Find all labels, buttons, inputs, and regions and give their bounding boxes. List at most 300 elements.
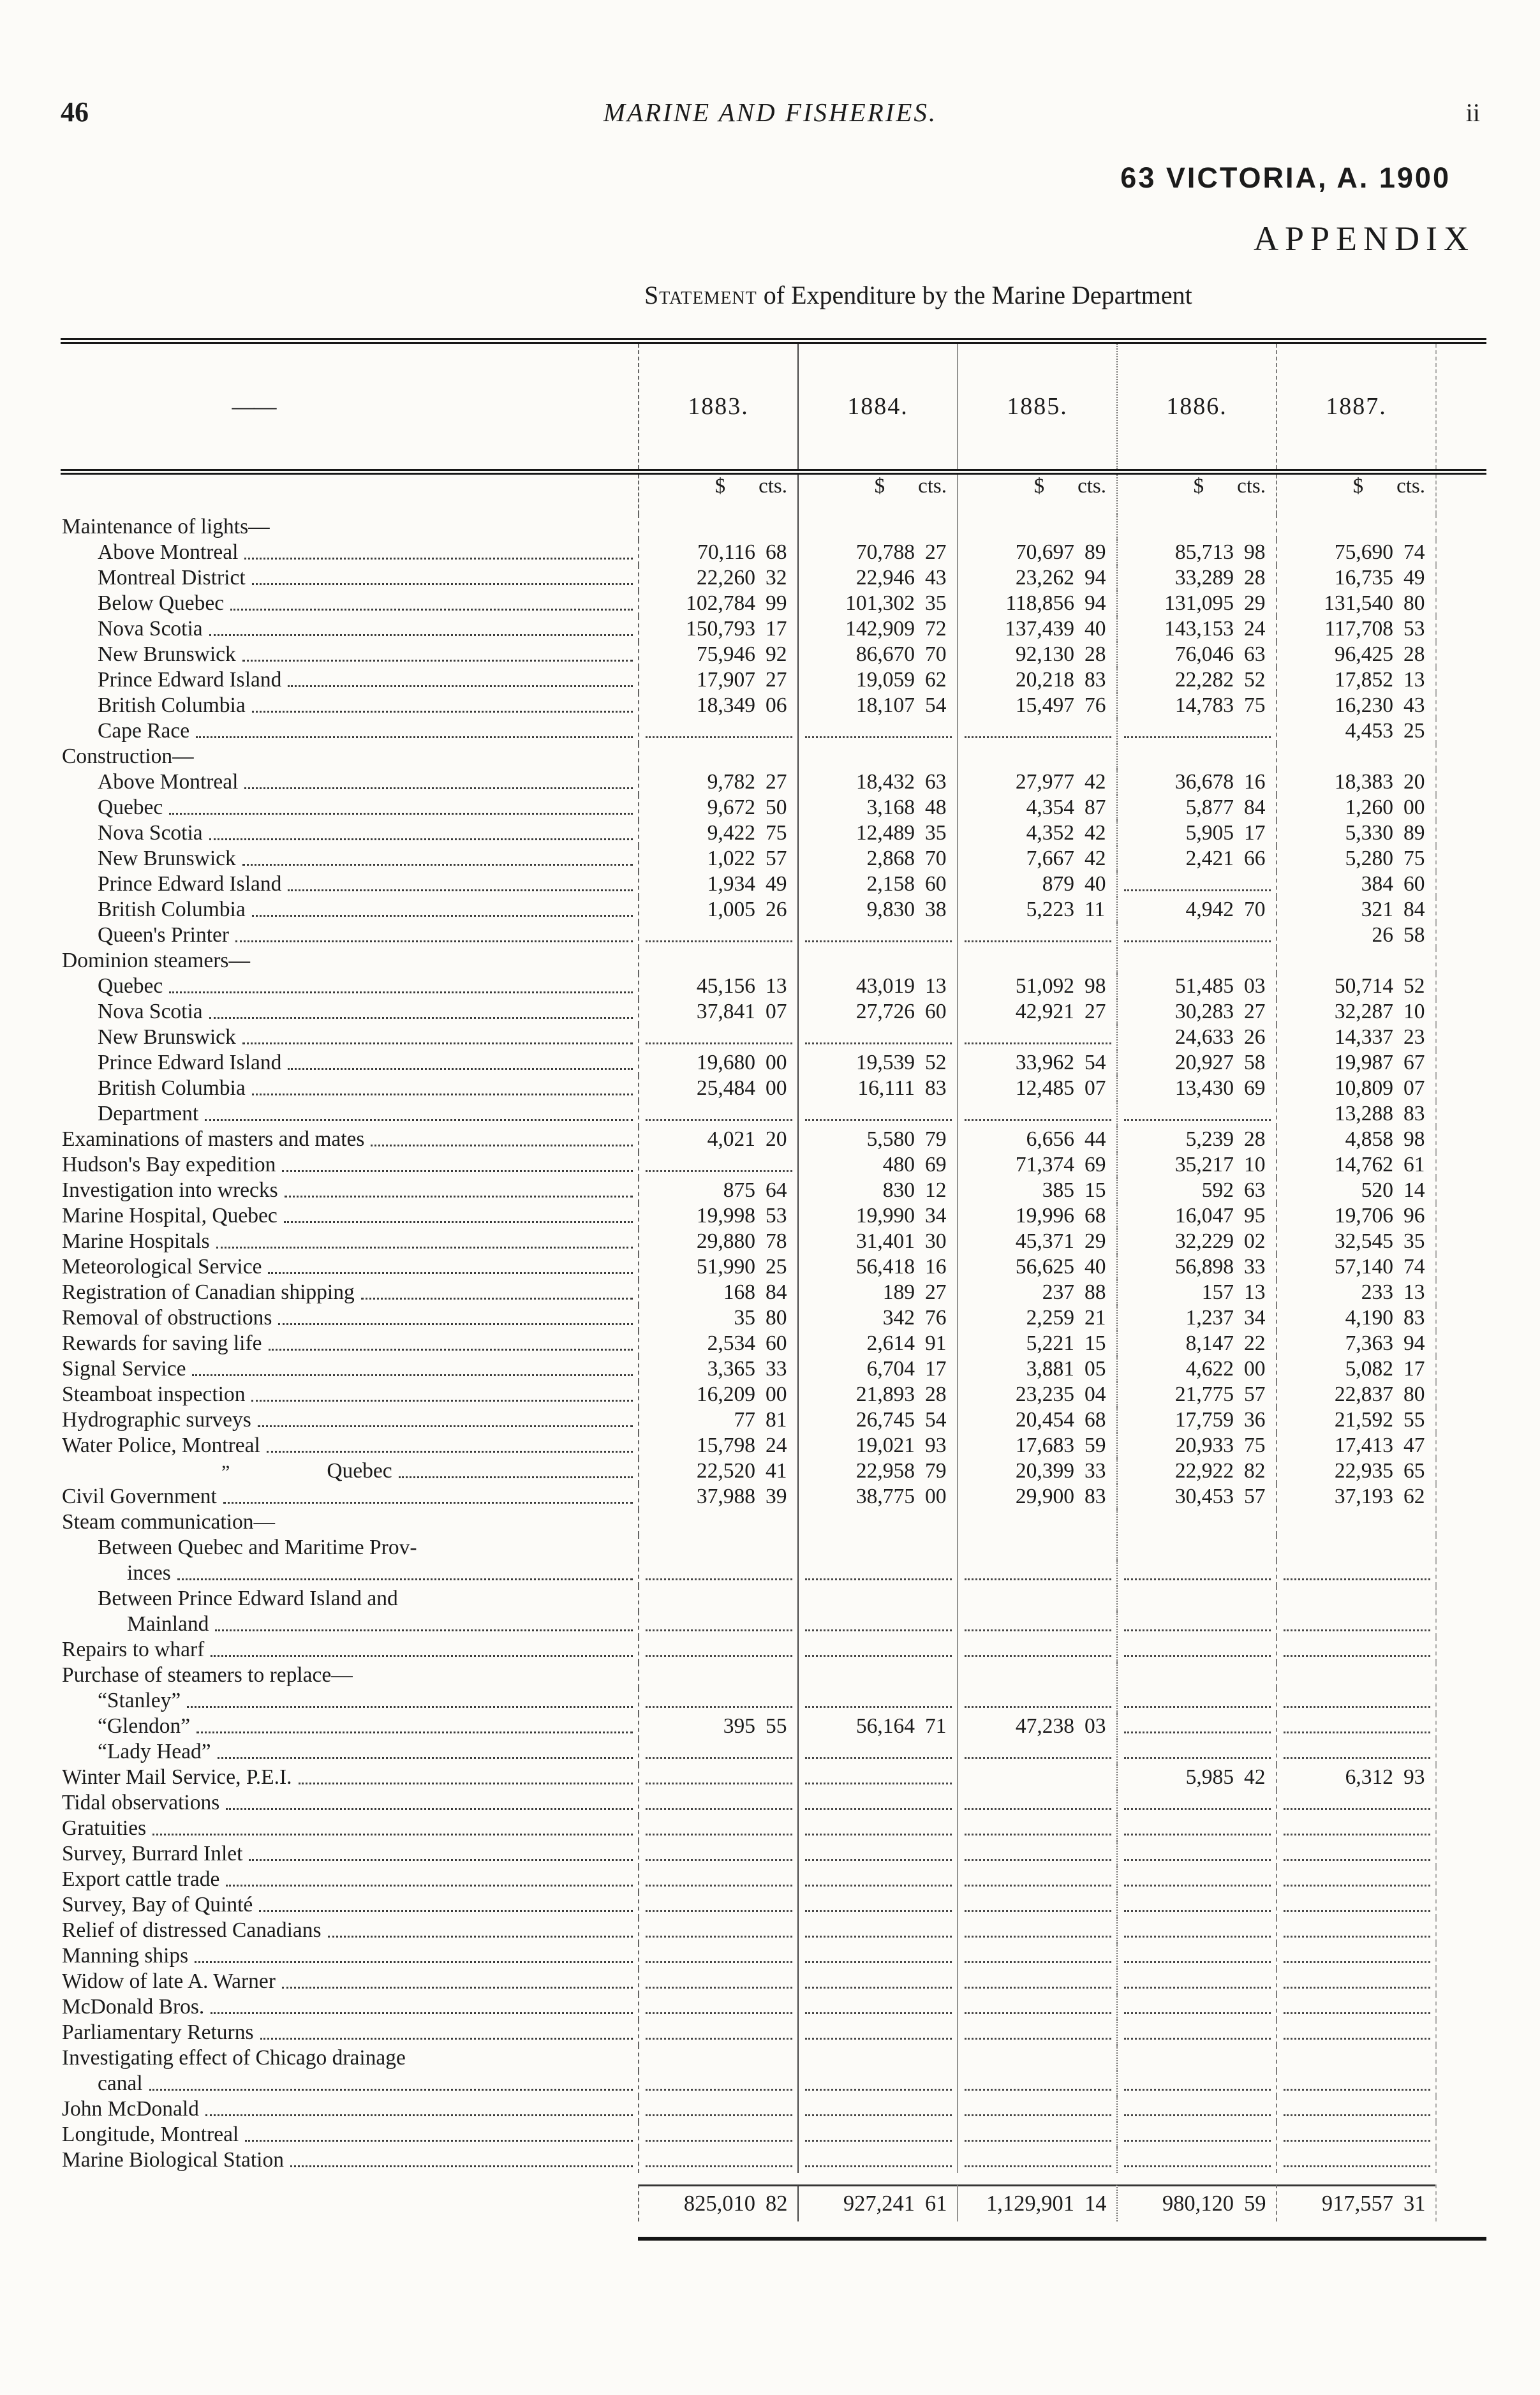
amount-cents: 57 — [766, 847, 787, 870]
dotted-leader — [805, 1757, 952, 1759]
amount-dollars: 38,775 — [855, 1485, 915, 1508]
amount-cents: 28 — [1244, 1127, 1266, 1151]
amount-cell — [957, 999, 1116, 1025]
dollar-sign: $ — [714, 475, 726, 498]
amount-cents: 12 — [925, 1178, 947, 1202]
amount-cents: 03 — [1085, 1714, 1106, 1738]
amount-cents: 24 — [1244, 617, 1266, 641]
blank-dotted-cell — [1116, 1714, 1276, 1739]
unit-cell — [957, 475, 1116, 514]
amount-cell — [1276, 1127, 1435, 1152]
amount-cents: 27 — [1244, 1000, 1266, 1023]
amount-dollars: 22,922 — [1174, 1459, 1234, 1483]
amount-cell — [1276, 820, 1435, 846]
amount-cell — [797, 2184, 957, 2221]
cents-label: cts. — [918, 475, 947, 498]
row-label-cell — [61, 1561, 638, 1586]
amount-cell — [797, 1050, 957, 1076]
row-label: Above Montreal — [98, 770, 239, 794]
table-row — [61, 1969, 1486, 1994]
label-leader-dots — [209, 1017, 633, 1019]
row-spacer — [1435, 1433, 1486, 1458]
amount-cell — [1276, 667, 1435, 693]
dotted-leader — [1284, 1961, 1430, 1963]
table-row — [61, 1586, 1486, 1612]
blank-dotted-cell — [1276, 1867, 1435, 1892]
blank-dotted-cell — [638, 1025, 797, 1050]
table-row — [61, 1612, 1486, 1637]
dotted-leader — [1284, 1706, 1430, 1708]
blank-dotted-cell — [638, 2071, 797, 2096]
blank-dotted-cell — [1276, 1637, 1435, 1663]
blank-dotted-cell — [957, 1025, 1116, 1050]
empty-cell — [957, 1765, 1116, 1790]
amount-dollars: 19,987 — [1334, 1051, 1393, 1074]
amount-dollars: 117,708 — [1324, 617, 1393, 641]
row-spacer — [1435, 1918, 1486, 1943]
amount-cents: 13 — [925, 974, 947, 998]
row-label-cell — [61, 642, 638, 667]
amount-dollars: 20,218 — [1015, 668, 1074, 692]
amount-cell — [1116, 1178, 1276, 1203]
row-spacer — [1435, 999, 1486, 1025]
amount-cents: 13 — [1403, 1280, 1425, 1304]
amount-cents: 79 — [925, 1459, 947, 1483]
empty-cell — [957, 514, 1116, 540]
row-spacer — [1435, 1331, 1486, 1356]
amount-cell — [957, 1127, 1116, 1152]
dotted-leader — [1124, 1578, 1271, 1580]
amount-cell — [797, 1484, 957, 1509]
amount-dollars: 5,330 — [1345, 821, 1393, 845]
amount-cents: 27 — [925, 540, 947, 564]
blank-dotted-cell — [957, 2020, 1116, 2045]
expenditure-table — [61, 338, 1486, 2241]
amount-cents: 50 — [766, 796, 787, 819]
amount-dollars: 20,454 — [1015, 1408, 1074, 1432]
blank-dotted-cell — [638, 923, 797, 948]
dotted-leader — [805, 1885, 952, 1887]
amount-cell — [797, 1229, 957, 1254]
amount-dollars: 6,704 — [866, 1357, 915, 1381]
amount-cell — [957, 667, 1116, 693]
row-label-cell — [61, 1356, 638, 1382]
row-label: John McDonald — [62, 2097, 199, 2121]
empty-cell — [957, 1586, 1116, 1612]
label-leader-dots — [288, 685, 633, 687]
amount-cents: 27 — [766, 668, 787, 692]
blank-dotted-cell — [638, 1101, 797, 1127]
label-leader-dots — [251, 1400, 633, 1402]
row-label-cell — [61, 1178, 638, 1203]
amount-cents: 06 — [766, 693, 787, 717]
amount-cents: 54 — [1085, 1051, 1106, 1074]
dotted-leader — [1124, 1629, 1271, 1631]
amount-dollars: 879 — [1042, 872, 1074, 896]
row-label: Maintenance of lights— — [62, 515, 270, 538]
amount-cents: 15 — [1085, 1178, 1106, 1202]
row-label-cell — [61, 1127, 638, 1152]
blank-dotted-cell — [957, 1739, 1116, 1765]
row-label-cell — [61, 1305, 638, 1331]
dotted-leader — [646, 1655, 792, 1657]
amount-dollars: 17,907 — [696, 668, 755, 692]
empty-cell — [638, 1586, 797, 1612]
year-header: 1886. — [1116, 344, 1276, 469]
blank-dotted-cell — [1116, 1561, 1276, 1586]
row-label: Hydrographic surveys — [62, 1408, 251, 1432]
dollar-sign: $ — [1193, 475, 1204, 498]
amount-cents: 42 — [1085, 847, 1106, 870]
row-label-cell — [61, 999, 638, 1025]
blank-dotted-cell — [1276, 1714, 1435, 1739]
amount-cell — [1276, 540, 1435, 565]
amount-cell — [797, 1152, 957, 1178]
blank-dotted-cell — [638, 1867, 797, 1892]
amount-cents: 59 — [1244, 2191, 1266, 2216]
amount-cents: 63 — [1244, 1178, 1266, 1202]
amount-dollars: 4,858 — [1345, 1127, 1393, 1151]
amount-cents: 52 — [1403, 974, 1425, 998]
amount-cell — [957, 1433, 1116, 1458]
statement-title-lead: Statement — [644, 281, 757, 309]
amount-cell — [797, 846, 957, 871]
blank-dotted-cell — [797, 1790, 957, 1816]
amount-cell — [638, 1714, 797, 1739]
amount-cell — [797, 1382, 957, 1407]
amount-dollars: 71,374 — [1015, 1153, 1074, 1176]
amount-cell — [957, 1714, 1116, 1739]
amount-cell — [1116, 1765, 1276, 1790]
label-leader-dots — [284, 1221, 633, 1223]
table-row — [61, 1254, 1486, 1280]
amount-dollars: 51,990 — [696, 1255, 755, 1279]
amount-cents: 04 — [1085, 1383, 1106, 1406]
table-row — [61, 718, 1486, 744]
amount-cell — [638, 1254, 797, 1280]
amount-cents: 44 — [1085, 1127, 1106, 1151]
amount-cell — [797, 1458, 957, 1484]
amount-dollars: 6,656 — [1026, 1127, 1074, 1151]
row-label-cell — [61, 1663, 638, 1688]
amount-cents: 40 — [1085, 1255, 1106, 1279]
row-spacer — [1435, 1101, 1486, 1127]
amount-cell — [1276, 1305, 1435, 1331]
amount-cents: 07 — [1403, 1076, 1425, 1100]
empty-cell — [797, 514, 957, 540]
blank-dotted-cell — [797, 1994, 957, 2020]
amount-cell — [1276, 1101, 1435, 1127]
amount-cell — [797, 897, 957, 923]
amount-cents: 70 — [925, 642, 947, 666]
amount-cents: 25 — [766, 1255, 787, 1279]
amount-cell — [1116, 2184, 1276, 2221]
row-spacer — [1435, 642, 1486, 667]
amount-cell — [797, 667, 957, 693]
row-label: Prince Edward Island — [98, 668, 282, 692]
dotted-leader — [646, 1859, 792, 1861]
blank-dotted-cell — [797, 1918, 957, 1943]
amount-cell — [638, 1229, 797, 1254]
blank-dotted-cell — [797, 1841, 957, 1867]
amount-dollars: 19,998 — [696, 1204, 755, 1227]
amount-dollars: 875 — [723, 1178, 755, 1202]
table-bottom-rule — [638, 2237, 1486, 2241]
label-leader-dots — [278, 1323, 633, 1325]
totals-row — [61, 2184, 1486, 2221]
table-row — [61, 1076, 1486, 1101]
amount-cell — [797, 1305, 957, 1331]
amount-dollars: 23,235 — [1015, 1383, 1074, 1406]
row-spacer — [1435, 1382, 1486, 1407]
dotted-leader — [965, 1834, 1111, 1835]
amount-dollars: 2,421 — [1185, 847, 1234, 870]
row-label-cell — [61, 1280, 638, 1305]
empty-cell — [638, 744, 797, 769]
dotted-leader — [646, 1578, 792, 1580]
row-label: Quebec — [98, 974, 163, 998]
amount-cell — [638, 1331, 797, 1356]
row-spacer — [1435, 1739, 1486, 1765]
amount-dollars: 19,706 — [1334, 1204, 1393, 1227]
label-leader-dots — [196, 736, 633, 738]
empty-cell — [1116, 1509, 1276, 1535]
dotted-leader — [1284, 1910, 1430, 1912]
dotted-leader — [1124, 1936, 1271, 1938]
label-leader-dots — [371, 1145, 633, 1146]
amount-cents: 07 — [766, 1000, 787, 1023]
amount-dollars: 9,782 — [707, 770, 755, 794]
blank-dotted-cell — [797, 1765, 957, 1790]
amount-cell — [638, 693, 797, 718]
blank-dotted-cell — [797, 2071, 957, 2096]
row-label: Longitude, Montreal — [62, 2123, 239, 2146]
amount-cents: 07 — [1085, 1076, 1106, 1100]
blank-dotted-cell — [957, 2096, 1116, 2122]
amount-cell — [638, 591, 797, 616]
row-label-cell — [61, 1892, 638, 1918]
table-row — [61, 1918, 1486, 1943]
running-title: MARINE AND FISHERIES. — [603, 98, 938, 127]
label-leader-dots — [218, 1757, 633, 1759]
amount-cell — [1116, 1203, 1276, 1229]
row-label: Cape Race — [98, 719, 190, 743]
table-row — [61, 1305, 1486, 1331]
empty-cell — [638, 948, 797, 974]
year-header: 1885. — [957, 344, 1116, 469]
blank-dotted-cell — [957, 1892, 1116, 1918]
amount-dollars: 5,082 — [1345, 1357, 1393, 1381]
amount-cell — [638, 616, 797, 642]
amount-dollars: 19,059 — [855, 668, 915, 692]
table-row — [61, 1561, 1486, 1586]
table-row — [61, 999, 1486, 1025]
amount-cell — [957, 616, 1116, 642]
dotted-leader — [646, 736, 792, 738]
row-label: “Glendon” — [98, 1714, 191, 1738]
label-leader-dots — [215, 1629, 633, 1631]
amount-cents: 69 — [1085, 1153, 1106, 1176]
dotted-leader — [1284, 1808, 1430, 1810]
blank-dotted-cell — [797, 2096, 957, 2122]
amount-cell — [1116, 897, 1276, 923]
dotted-leader — [646, 2038, 792, 2040]
row-label: British Columbia — [98, 898, 246, 921]
table-row — [61, 616, 1486, 642]
amount-dollars: 22,282 — [1174, 668, 1234, 692]
empty-cell — [957, 1509, 1116, 1535]
amount-dollars: 12,485 — [1015, 1076, 1074, 1100]
amount-dollars: 480 — [882, 1153, 915, 1176]
dotted-leader — [805, 940, 952, 942]
empty-cell — [638, 1509, 797, 1535]
blank-dotted-cell — [1276, 1841, 1435, 1867]
blank-dotted-cell — [638, 1765, 797, 1790]
empty-cell — [1116, 514, 1276, 540]
amount-cell — [638, 1407, 797, 1433]
amount-cell — [1276, 565, 1435, 591]
amount-cents: 33 — [1244, 1255, 1266, 1279]
dotted-leader — [1284, 1629, 1430, 1631]
blank-dotted-cell — [638, 2020, 797, 2045]
amount-cell — [638, 667, 797, 693]
amount-cents: 54 — [925, 693, 947, 717]
amount-cell — [797, 1254, 957, 1280]
amount-cell — [1276, 1229, 1435, 1254]
row-spacer — [1435, 1841, 1486, 1867]
amount-cell — [1276, 2184, 1435, 2221]
blank-dotted-cell — [638, 2122, 797, 2147]
amount-cell — [1116, 795, 1276, 820]
amount-cents: 27 — [766, 770, 787, 794]
label-leader-dots — [177, 1578, 633, 1580]
cents-label: cts. — [1077, 475, 1106, 498]
blank-dotted-cell — [638, 1892, 797, 1918]
dotted-leader — [646, 1119, 792, 1121]
table-row — [61, 871, 1486, 897]
row-label: Between Prince Edward Island and — [98, 1587, 398, 1610]
statement-title — [61, 280, 1486, 310]
row-spacer — [1435, 769, 1486, 795]
dotted-leader — [1124, 2012, 1271, 2014]
amount-cents: 60 — [1403, 872, 1425, 896]
blank-dotted-cell — [1276, 2147, 1435, 2173]
amount-cents: 42 — [1085, 821, 1106, 845]
amount-dollars: 4,622 — [1185, 1357, 1234, 1381]
blank-dotted-cell — [1116, 1892, 1276, 1918]
empty-cell — [1116, 1586, 1276, 1612]
amount-cell — [797, 1178, 957, 1203]
amount-dollars: 18,107 — [855, 693, 915, 717]
amount-dollars: 32,287 — [1334, 1000, 1393, 1023]
blank-dotted-cell — [1116, 1867, 1276, 1892]
label-leader-dots — [267, 1451, 633, 1453]
amount-cents: 48 — [925, 796, 947, 819]
amount-dollars: 7,363 — [1345, 1331, 1393, 1355]
empty-cell — [797, 1663, 957, 1688]
empty-cell — [957, 2045, 1116, 2071]
row-label-cell — [61, 514, 638, 540]
amount-cents: 89 — [1403, 821, 1425, 845]
amount-cell — [797, 1076, 957, 1101]
row-label: Mainland — [127, 1612, 209, 1636]
blank-dotted-cell — [1116, 1739, 1276, 1765]
row-label-cell — [61, 744, 638, 769]
amount-cell — [1276, 1433, 1435, 1458]
amount-cell — [957, 846, 1116, 871]
amount-dollars: 4,190 — [1345, 1306, 1393, 1330]
amount-dollars: 384 — [1361, 872, 1393, 896]
amount-cents: 60 — [766, 1331, 787, 1355]
amount-cell — [797, 1280, 957, 1305]
row-label: Hudson's Bay expedition — [62, 1153, 276, 1176]
amount-cell — [1116, 1356, 1276, 1382]
label-leader-dots — [226, 1885, 633, 1887]
row-spacer — [1435, 1254, 1486, 1280]
row-spacer — [1435, 1127, 1486, 1152]
amount-cents: 11 — [1085, 898, 1106, 921]
header-dash: —— — [232, 394, 276, 419]
amount-cell — [638, 565, 797, 591]
amount-cents: 65 — [1403, 1459, 1425, 1483]
amount-cents: 34 — [1244, 1306, 1266, 1330]
amount-dollars: 237 — [1042, 1280, 1074, 1304]
row-spacer — [1435, 1586, 1486, 1612]
amount-cell — [1276, 1458, 1435, 1484]
dotted-leader — [805, 2012, 952, 2014]
dotted-leader — [965, 2089, 1111, 2091]
empty-cell — [638, 1535, 797, 1561]
amount-dollars: 3,365 — [707, 1357, 755, 1381]
row-spacer — [1435, 1178, 1486, 1203]
amount-cents: 75 — [1244, 693, 1266, 717]
amount-cents: 47 — [1403, 1434, 1425, 1457]
blank-dotted-cell — [957, 1637, 1116, 1663]
dotted-leader — [646, 1706, 792, 1708]
amount-dollars: 27,977 — [1015, 770, 1074, 794]
row-label: Between Quebec and Maritime Prov- — [98, 1536, 417, 1559]
amount-dollars: 75,946 — [696, 642, 755, 666]
amount-cents: 98 — [1403, 1127, 1425, 1151]
amount-dollars: 56,625 — [1015, 1255, 1074, 1279]
label-leader-dots — [361, 1298, 633, 1300]
amount-dollars: 189 — [882, 1280, 915, 1304]
amount-cents: 13 — [766, 974, 787, 998]
amount-dollars: 9,672 — [707, 796, 755, 819]
amount-cell — [797, 795, 957, 820]
amount-cents: 88 — [1085, 1280, 1106, 1304]
amount-dollars: 29,880 — [696, 1229, 755, 1253]
totals-gap — [61, 2173, 1486, 2184]
blank-dotted-cell — [1276, 1561, 1435, 1586]
amount-cell — [1116, 1025, 1276, 1050]
amount-dollars: 3,881 — [1026, 1357, 1074, 1381]
amount-dollars: 5,877 — [1185, 796, 1234, 819]
dotted-leader — [805, 2140, 952, 2142]
amount-cell — [1276, 923, 1435, 948]
amount-dollars: 157 — [1201, 1280, 1234, 1304]
amount-dollars: 4,354 — [1026, 796, 1074, 819]
amount-dollars: 4,021 — [707, 1127, 755, 1151]
table-header-row — [61, 344, 1486, 469]
ditto-mark: ” — [221, 1462, 230, 1483]
amount-cents: 20 — [1403, 770, 1425, 794]
label-leader-dots — [244, 558, 633, 560]
amount-cents: 68 — [1085, 1408, 1106, 1432]
amount-cell — [1116, 974, 1276, 999]
empty-cell — [1276, 1586, 1435, 1612]
dotted-leader — [965, 1808, 1111, 1810]
